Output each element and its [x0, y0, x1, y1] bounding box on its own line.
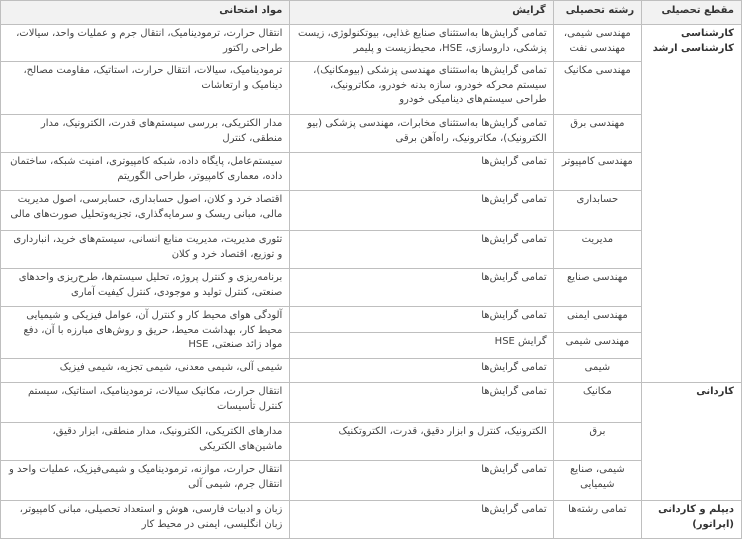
header-subjects: مواد امتحانی	[1, 1, 290, 25]
table-row	[1, 25, 742, 62]
major-cell: مدیریت	[553, 231, 641, 269]
header-specialization: گرایش	[290, 1, 553, 25]
spec-cell: تمامی گرایش‌ها	[290, 383, 553, 423]
subjects-cell: انتقال حرارت، مکانیک سیالات، ترمودینامیک، استاتیک، سیستم کنترل تأسیسات	[1, 383, 290, 423]
spec-cell: تمامی گرایش‌ها	[290, 153, 553, 191]
subjects-cell: مدار الکتریکی، بررسی سیستم‌های قدرت، الکترونیک، مدار منطقی، کنترل	[1, 115, 290, 153]
level-diploma: دیپلم و کاردانی (اپراتور)	[642, 501, 742, 539]
major-cell: مهندسی شیمی	[553, 333, 641, 359]
header-row	[1, 1, 742, 25]
major-cell: مهندسی برق	[553, 115, 641, 153]
subjects-cell: ترمودینامیک، سیالات، انتقال حرارت، استاتیک، مقاومت مصالح، دینامیک و ارتعاشات	[1, 62, 290, 115]
major-cell: شیمی	[553, 359, 641, 383]
subjects-cell: انتقال حرارت، موازنه، ترمودینامیک و شیمی‌فیزیک، عملیات واحد و انتقال جرم، شیمی آلی	[1, 461, 290, 501]
table-row	[1, 269, 742, 307]
spec-cell: تمامی گرایش‌ها به‌استثنای صنایع غذایی، بیوتکنولوژی، زیست پزشکی، داروسازی، HSE، محیط‌زیست و پلیمر	[290, 25, 553, 62]
subjects-cell: تئوری مدیریت، مدیریت منابع انسانی، سیستم‌های خرید، انبارداری و توزیع، اقتصاد خرد و کلان	[1, 231, 290, 269]
spec-cell: الکترونیک، کنترل و ابزار دقیق، قدرت، الکتروتکنیک	[290, 423, 553, 461]
level-associate: کاردانی	[642, 383, 742, 501]
table-row	[1, 359, 742, 383]
table-row	[1, 115, 742, 153]
subjects-cell: آلودگی هوای محیط کار و کنترل آن، عوامل فیزیکی و شیمیایی محیط کار، بهداشت محیط، حریق و روش‌های مبارزه با آن، دفع مواد زائد صنعتی، HSE	[1, 307, 290, 359]
table-row	[1, 62, 742, 115]
table-row	[1, 461, 742, 501]
spec-cell: تمامی گرایش‌ها	[290, 501, 553, 539]
major-cell: مهندسی شیمی، مهندسی نفت	[553, 25, 641, 62]
major-cell: مکانیک	[553, 383, 641, 423]
subjects-cell: سیستم‌عامل، پایگاه داده، شبکه کامپیوتری، امنیت شبکه، ساختمان داده، معماری کامپیوتر، طراحی الگوریتم	[1, 153, 290, 191]
spec-cell: تمامی گرایش‌ها	[290, 231, 553, 269]
subjects-cell: شیمی آلی، شیمی معدنی، شیمی تجزیه، شیمی فیزیک	[1, 359, 290, 383]
spec-cell: تمامی گرایش‌ها	[290, 461, 553, 501]
major-cell: شیمی، صنایع شیمیایی	[553, 461, 641, 501]
header-major: رشته تحصیلی	[553, 1, 641, 25]
spec-cell: گرایش HSE	[290, 333, 553, 359]
major-cell: حسابداری	[553, 191, 641, 231]
major-cell: تمامی رشته‌ها	[553, 501, 641, 539]
header-level: مقطع تحصیلی	[642, 1, 742, 25]
spec-cell: تمامی گرایش‌ها به‌استثنای مهندسی پزشکی (بیومکانیک)، سیستم محرکه خودرو، سازه بدنه خودرو، مکاترونیک، طراحی سیستم‌های دینامیکی خودرو	[290, 62, 553, 115]
subjects-cell: زبان و ادبیات فارسی، هوش و استعداد تحصیلی، مبانی کامپیوتر، زبان انگلیسی، ایمنی در محیط کار	[1, 501, 290, 539]
subjects-cell: اقتصاد خرد و کلان، اصول حسابداری، حسابرسی، اصول مدیریت مالی، مبانی ریسک و سرمایه‌گذاری، تجزیه‌وتحلیل صورت‌های مالی	[1, 191, 290, 231]
spec-cell: تمامی گرایش‌ها	[290, 359, 553, 383]
subjects-cell: برنامه‌ریزی و کنترل پروژه، تحلیل سیستم‌ها، طرح‌ریزی واحدهای صنعتی، کنترل تولید و موجودی، کنترل کیفیت آماری	[1, 269, 290, 307]
major-cell: مهندسی کامپیوتر	[553, 153, 641, 191]
spec-cell: تمامی گرایش‌ها به‌استثنای مخابرات، مهندسی پزشکی (بیو الکترونیک)، مکاترونیک، راه‌آهن برقی	[290, 115, 553, 153]
table-row	[1, 191, 742, 231]
level-masters: کارشناسی کارشناسی ارشد	[642, 25, 742, 383]
subjects-cell: مدارهای الکتریکی، الکترونیک، مدار منطقی، ابزار دقیق، ماشین‌های الکتریکی	[1, 423, 290, 461]
subjects-cell: انتقال حرارت، ترمودینامیک، انتقال جرم و عملیات واحد، سیالات، طراحی راکتور	[1, 25, 290, 62]
spec-cell: تمامی گرایش‌ها	[290, 191, 553, 231]
table-row	[1, 153, 742, 191]
table-row	[1, 231, 742, 269]
major-cell: مهندسی صنایع	[553, 269, 641, 307]
spec-cell: تمامی گرایش‌ها	[290, 269, 553, 307]
major-cell: مهندسی مکانیک	[553, 62, 641, 115]
table-row	[1, 307, 742, 333]
major-cell: برق	[553, 423, 641, 461]
table-row	[1, 423, 742, 461]
table-row	[1, 383, 742, 423]
table-row	[1, 501, 742, 539]
spec-cell: تمامی گرایش‌ها	[290, 307, 553, 333]
major-cell: مهندسی ایمنی	[553, 307, 641, 333]
